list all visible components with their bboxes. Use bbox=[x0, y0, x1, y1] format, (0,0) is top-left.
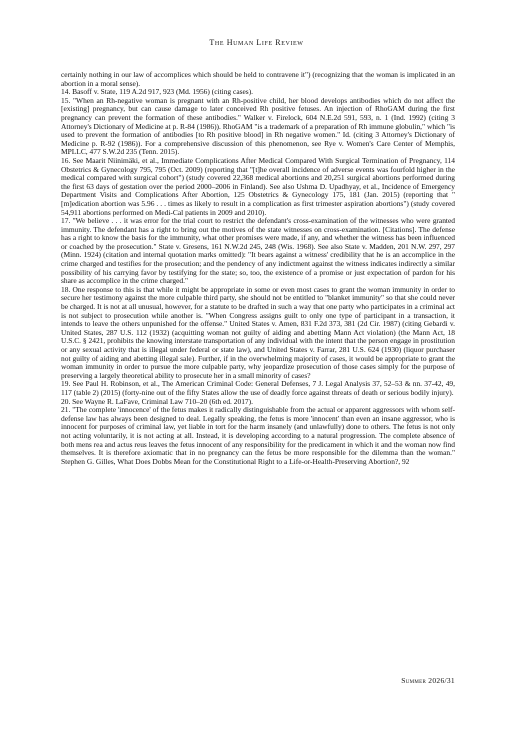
page-footer: Summer 2026/31 bbox=[401, 676, 455, 685]
endnote-19: 19. See Paul H. Robinson, et al., The American Criminal Code: General Defenses, 7 J. Legal Analysis 37, 52–53 & nn. 37-42, 49, 117 (table 2) (2015) (forty-nine out of the fifty States allow the use of deadly force against threats of death or serious bodily injury). bbox=[61, 379, 455, 397]
endnote-18: 18. One response to this is that while it might be appropriate in some or even most cases to grant the woman immunity in order to secure her testimony against the more culpable third party, she should not be entitled to "blanket immunity" so that she could never be charged. It is not at all unusual, however, for a statute to be drafted in such a way that one party who participates in a criminal act is not subject to prosecution while another is. "When Congress assigns guilt to only one type of participant in a transaction, it intends to leave the others unpunished for the offense." United States v. Amen, 831 F.2d 373, 381 (2d Cir. 1987) (citing Gebardi v. United States, 287 U.S. 112 (1932) (acquitting woman not guilty of aiding and abetting Mann Act violation) (the Mann Act, 18 U.S.C. § 2421, prohibits the knowing interstate transportation of any individual with the intent that the person engage in prostitution or any sexual activity that is illegal under federal or state law), and United States v. Farrar, 281 U.S. 624 (1930) (liquor purchaser not guilty of aiding and abetting illegal sale). Further, if in the overwhelming majority of cases, it would be appropriate to grant the woman immunity in order to pursue the more culpable party, why jeopardize prosecution of those cases simply for the purpose of preserving a largely theoretical ability to prosecute her in a small minority of cases? bbox=[61, 284, 455, 380]
endnote-17: 17. "We believe . . . it was error for the trial court to restrict the defendant's cross-examination of the witnesses who were granted immunity. The defendant has a right to bring out the motives of the state witnesses on cross-examination. [Citations]. The defense has a right to know the basis for the immunity, what other promises were made, if any, and whether the witness has been influenced or coached by the prosecution." State v. Gresens, 161 N.W.2d 245, 248 (Wis. 1968). See also State v. Madden, 201 N.W. 297, 297 (Minn. 1924) (citation and internal quotation marks omitted): "It bears against a witness' credibility that he is an accomplice in the crime charged and testifies for the prosecution; and the pendency of any indictment against the witness indicates indirectly a similar possibility of his carrying favor by testifying for the state; so, too, the existence of a promise or just expectation of pardon for his share as accomplice in the crime charged." bbox=[61, 216, 455, 286]
endnote-paragraph: certainly nothing in our law of accomplices which should be held to contravene it") (recognizing that the woman is implicated in an abortion in a moral sense). bbox=[61, 70, 455, 88]
endnote-21: 21. "The complete 'innocence' of the fetus makes it radically distinguishable from the actual or apparent aggressors with whom self-defense law has always been designed to deal. Legally speaking, the fetus is more 'innocent' than even an insane aggressor, who is innocent for purposes of criminal law, yet liable in tort for the harm insanely (and unlawfully) done to others. The fetus is not only not acting voluntarily, it is not acting at all. Instead, it is developing according to a natural progression. The complete absence of both mens rea and actus reus leaves the fetus innocent of any responsibility for the predicament in which it and the woman now find themselves. It is therefore axiomatic that in no pregnancy can the fetus be more responsible for the dilemma than the woman." Stephen G. Gilles, What Does Dobbs Mean for the Constitutional Right to a Life-or-Health-Preserving Abortion?, 92 bbox=[61, 405, 455, 466]
running-header: The Human Life Review bbox=[209, 38, 304, 47]
endnote-20: 20. See Wayne R. LaFave, Criminal Law 710–20 (6th ed. 2017). bbox=[61, 396, 253, 406]
endnote-16: 16. See Maarit Niinimäki, et al., Immediate Complications After Medical Compared With Surgical Termination of Pregnancy, 114 Obstetrics & Gynecology 795, 795 (Oct. 2009) (reporting that "[t]he overall incidence of adverse events was fourfold higher in the medical compared with surgical cohort") (study covered 22,368 medical abortions and 20,251 surgical abortions performed during the first 63 days of gestation over the period 2000–2006 in Finland). See also Ushma D. Upadhyay, et al., Incidence of Emergency Department Visits and Complications After Abortion, 125 Obstetrics & Gynecology 175, 181 (Jan. 2015) (reporting that "[m]edication abortion was 5.96 . . . times as likely to result in a complication as first trimester aspiration abortions") (study covered 54,911 abortions performed on Medi-Cal patients in 2009 and 2010). bbox=[61, 155, 455, 217]
endnote-15: 15. "When an Rh-negative woman is pregnant with an Rh-positive child, her blood develops antibodies which do not affect the [existing] pregnancy, but can cause damage to later conceived Rh positive fetuses. An injection of RhoGAM during the first pregnancy can prevent the formation of these antibodies." Walker v. Firelock, 604 N.E.2d 591, 593, n. 1 (Ind. 1992) (citing 3 Attorney's Dictionary of Medicine at p. R-84 (1986)). RhoGAM "is a trademark of a preparation of Rh immune globulin," which "is used to prevent the formation of antibodies [to Rh positive blood] in Rh negative women." Id. (citing 3 Attorney's Dictionary of Medicine p. R-92 (1986)). For a comprehensive discussion of this phenomenon, see Rye v. Women's Care Center of Memphis, MPLLC, 477 S.W.2d 235 (Tenn. 2015). bbox=[61, 95, 455, 157]
endnote-14: 14. Basoff v. State, 119 A.2d 917, 923 (Md. 1956) (citing cases). bbox=[61, 87, 254, 97]
endnotes-body bbox=[61, 71, 455, 466]
